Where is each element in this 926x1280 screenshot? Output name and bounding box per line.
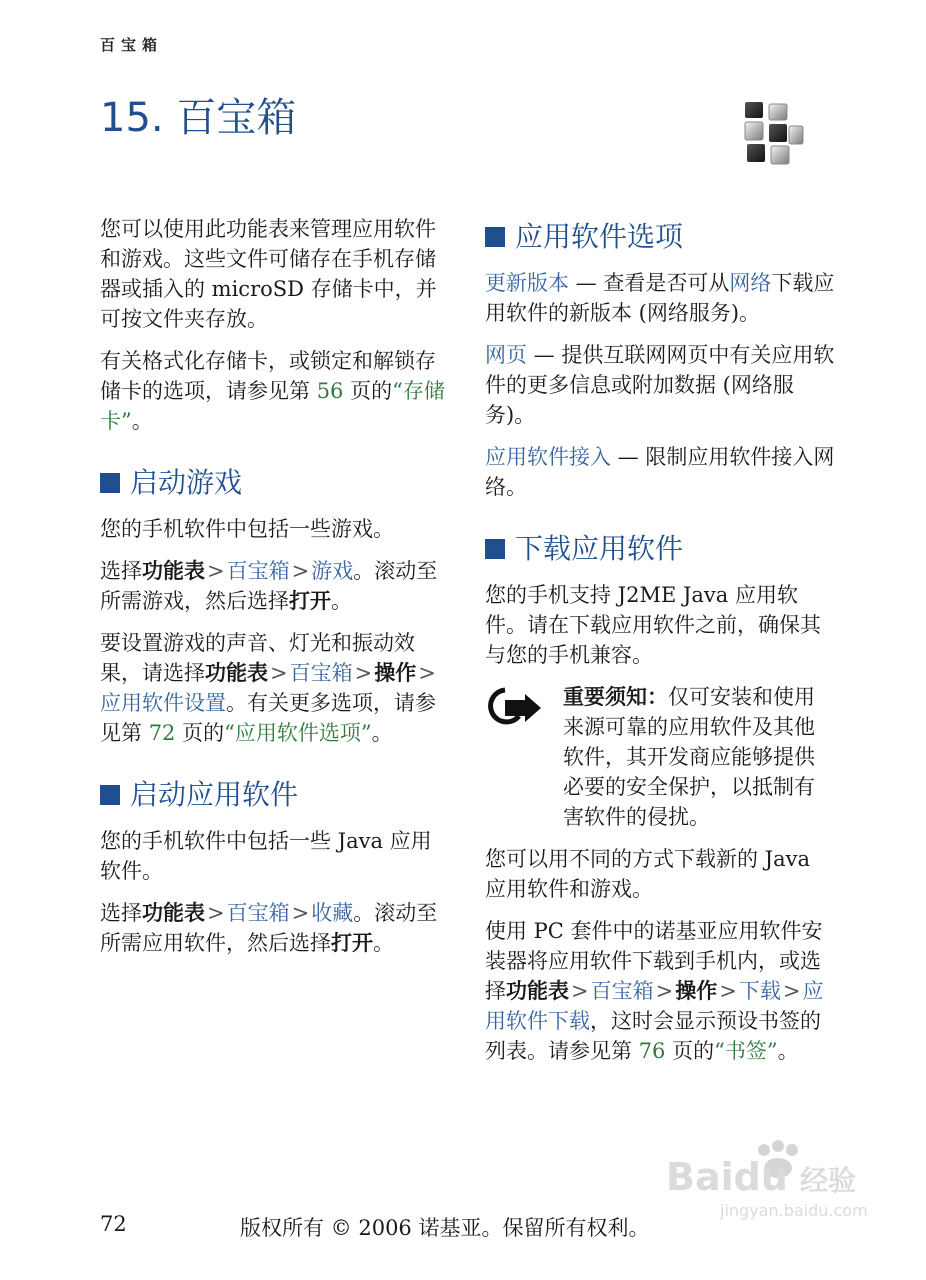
download-paragraph-3: 使用 PC 套件中的诺基亚应用软件安装器将应用软件下载到手机内，或选择功能表>百宝箱>操作>下载>应用软件下载，这时会显示预设书签的列表。请参见第 76 页的“书签”。 (485, 919, 824, 1063)
app-settings-link[interactable]: 应用软件设置 (100, 691, 226, 715)
heading-square-icon (485, 539, 505, 559)
apps-paragraph-1: 您的手机软件中包括一些 Java 应用软件。 (100, 829, 432, 883)
apps-paragraph-2: 选择功能表>百宝箱>收藏。滚动至所需应用软件，然后选择打开。 (100, 901, 438, 955)
chapter-title: 15. 百宝箱 (100, 95, 297, 141)
left-column (100, 214, 450, 970)
collection-link[interactable]: 百宝箱 (590, 979, 654, 1003)
games-paragraph-2: 选择功能表>百宝箱>游戏。滚动至所需游戏，然后选择打开。 (100, 559, 438, 613)
toolbox-grid-icon (743, 98, 805, 166)
intro-storage-paragraph: 有关格式化存储卡，或锁定和解锁存储卡的选项，请参见第 56 页的“存储卡”。 (100, 349, 445, 433)
heading-square-icon (100, 473, 120, 493)
svg-text:jingyan.baidu.com: jingyan.baidu.com (720, 1201, 868, 1220)
svg-text:经验: 经验 (800, 1164, 857, 1197)
section-heading-games: 启动游戏 (100, 466, 450, 500)
app-downloads-link[interactable]: 应用软件下载 (485, 979, 824, 1033)
games-link[interactable]: 游戏 (311, 559, 354, 583)
important-label: 重要须知： (563, 685, 668, 709)
svg-text:Baidu: Baidu (666, 1155, 788, 1199)
app-access-link[interactable]: 应用软件接入 (485, 445, 611, 469)
heading-square-icon (100, 785, 120, 805)
open-term: 打开 (331, 931, 373, 955)
network-link[interactable]: 网络 (729, 271, 772, 295)
important-note (485, 682, 835, 832)
menu-term: 功能表 (205, 661, 268, 685)
option-app-access: 应用软件接入 — 限制应用软件接入网络。 (485, 445, 835, 499)
open-term: 打开 (289, 589, 331, 613)
page-ref[interactable]: 76 (638, 1039, 666, 1063)
option-update: 更新版本 — 查看是否可从网络下载应用软件的新版本 (网络服务)。 (485, 271, 835, 325)
important-note-text: 重要须知：仅可安装和使用来源可靠的应用软件及其他软件，其开发商应能够提供必要的安全保护，以抵制有害软件的侵扰。 (563, 685, 815, 829)
app-options-link[interactable]: “应用软件选项” (224, 721, 372, 745)
section-heading-app-options: 应用软件选项 (485, 220, 835, 254)
important-note-icon (485, 682, 563, 832)
baidu-jingyan-watermark (660, 1140, 880, 1220)
option-webpage: 网页 — 提供互联网网页中有关应用软件的更多信息或附加数据 (网络服务)。 (485, 343, 835, 427)
menu-term: 功能表 (142, 559, 205, 583)
games-paragraph-1: 您的手机软件中包括一些游戏。 (100, 517, 394, 541)
games-paragraph-3: 要设置游戏的声音、灯光和振动效果，请选择功能表>百宝箱>操作>应用软件设置。有关更多选项，请参见第 72 页的“应用软件选项”。 (100, 631, 436, 745)
favorites-link[interactable]: 收藏 (311, 901, 354, 925)
intro-paragraph: 您可以使用此功能表来管理应用软件和游戏。这些文件可储存在手机存储器或插入的 microSD 存储卡中，并可按文件夹存放。 (100, 217, 437, 331)
menu-term: 功能表 (142, 901, 205, 925)
update-version-link[interactable]: 更新版本 (485, 271, 569, 295)
section-heading-download: 下载应用软件 (485, 532, 835, 566)
download-paragraph-1: 您的手机支持 J2ME Java 应用软件。请在下载应用软件之前，确保其与您的手机兼容。 (485, 583, 821, 667)
bookmarks-link[interactable]: “书签” (714, 1039, 778, 1063)
options-term: 操作 (374, 661, 417, 685)
download-link[interactable]: 下载 (738, 979, 781, 1003)
download-paragraph-2: 您可以用不同的方式下载新的 Java 应用软件和游戏。 (485, 847, 810, 901)
collection-link[interactable]: 百宝箱 (289, 661, 353, 685)
menu-term: 功能表 (506, 979, 569, 1003)
copyright-notice: 版权所有 © 2006 诺基亚。保留所有权利。 (240, 1216, 650, 1240)
page-ref[interactable]: 72 (148, 721, 176, 745)
section-heading-apps: 启动应用软件 (100, 778, 450, 812)
options-term: 操作 (675, 979, 718, 1003)
running-head: 百宝箱 (100, 36, 164, 54)
page-ref[interactable]: 56 (316, 379, 344, 403)
collection-link[interactable]: 百宝箱 (226, 901, 290, 925)
webpage-link[interactable]: 网页 (485, 343, 527, 367)
heading-square-icon (485, 227, 505, 247)
memory-card-link[interactable]: “存储卡” (100, 379, 445, 433)
page-number: 72 (100, 1212, 127, 1236)
right-column (485, 214, 835, 1078)
collection-link[interactable]: 百宝箱 (226, 559, 290, 583)
